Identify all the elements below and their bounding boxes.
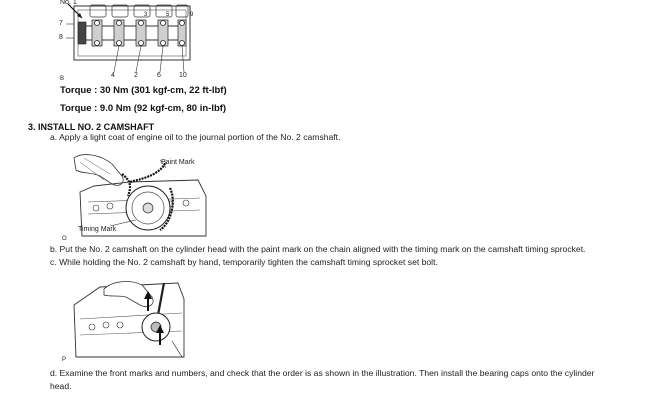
torque-spec-2: Torque : 9.0 Nm (92 kgf-cm, 80 in-lbf) [60, 103, 227, 114]
callout-5: 5 [166, 12, 170, 18]
callout-4: 4 [111, 72, 115, 79]
figure-id-b: B [60, 76, 65, 82]
callout-7: 7 [59, 20, 63, 27]
step-b: b. Put the No. 2 camshaft on the cylinder head with the paint mark on the chain aligned with the timing mark on the camshaft timing sprocket. [50, 244, 586, 254]
callout-8: 8 [59, 34, 63, 41]
section-title: 3. INSTALL NO. 2 CAMSHAFT [28, 122, 155, 132]
step-a: a. Apply a light coat of engine oil to the journal portion of the No. 2 camshaft. [50, 132, 341, 142]
timing-chain-diagram [60, 150, 210, 242]
callout-6: 6 [157, 72, 161, 79]
step-c: c. While holding the No. 2 camshaft by hand, temporarily tighten the camshaft timing sprocket set bolt. [50, 257, 438, 267]
callout-2: 2 [134, 72, 138, 79]
callout-10: 10 [179, 72, 187, 79]
callout-9: 9 [190, 12, 194, 18]
paint-mark-label: Paint Mark [161, 159, 195, 166]
torque-spec-1: Torque : 30 Nm (301 kgf-cm, 22 ft-lbf) [60, 85, 227, 96]
figure-id-o: O [62, 236, 67, 242]
figure-id-p: P [62, 357, 67, 363]
camshaft-hold-diagram [60, 275, 190, 365]
camshaft-hold-drawing [60, 275, 190, 365]
step-d: d. Examine the front marks and numbers, and check that the order is as shown in the illustration. Then install the bearing caps onto the cylinder head. [50, 368, 595, 391]
callout-3: 3 [144, 12, 148, 18]
timing-mark-label: Timing Mark [78, 226, 117, 233]
callout-no1: No. 1 [60, 0, 77, 6]
bearing-cap-diagram [56, 0, 206, 86]
